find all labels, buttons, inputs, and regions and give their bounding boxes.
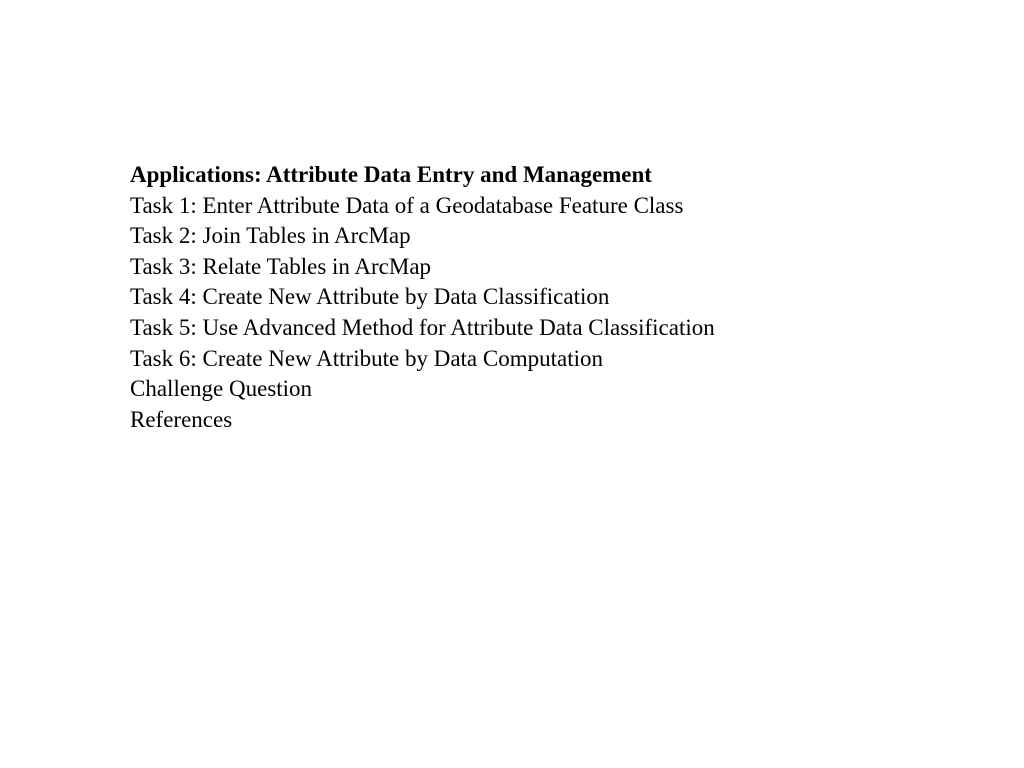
list-item-task-5: Task 5: Use Advanced Method for Attribute Data Classification [130, 314, 715, 340]
list-item-task-1: Task 1: Enter Attribute Data of a Geodatabase Feature Class [130, 192, 684, 218]
list-item-task-4: Task 4: Create New Attribute by Data Classification [130, 284, 610, 310]
contents-list [130, 160, 990, 435]
list-item-task-2: Task 2: Join Tables in ArcMap [130, 223, 411, 249]
list-item-references: References [130, 406, 233, 432]
list-item-task-6: Task 6: Create New Attribute by Data Computation [130, 345, 603, 371]
list-item-challenge-question: Challenge Question [130, 376, 313, 402]
section-heading: Applications: Attribute Data Entry and Management [130, 162, 652, 187]
list-item-task-3: Task 3: Relate Tables in ArcMap [130, 253, 432, 279]
